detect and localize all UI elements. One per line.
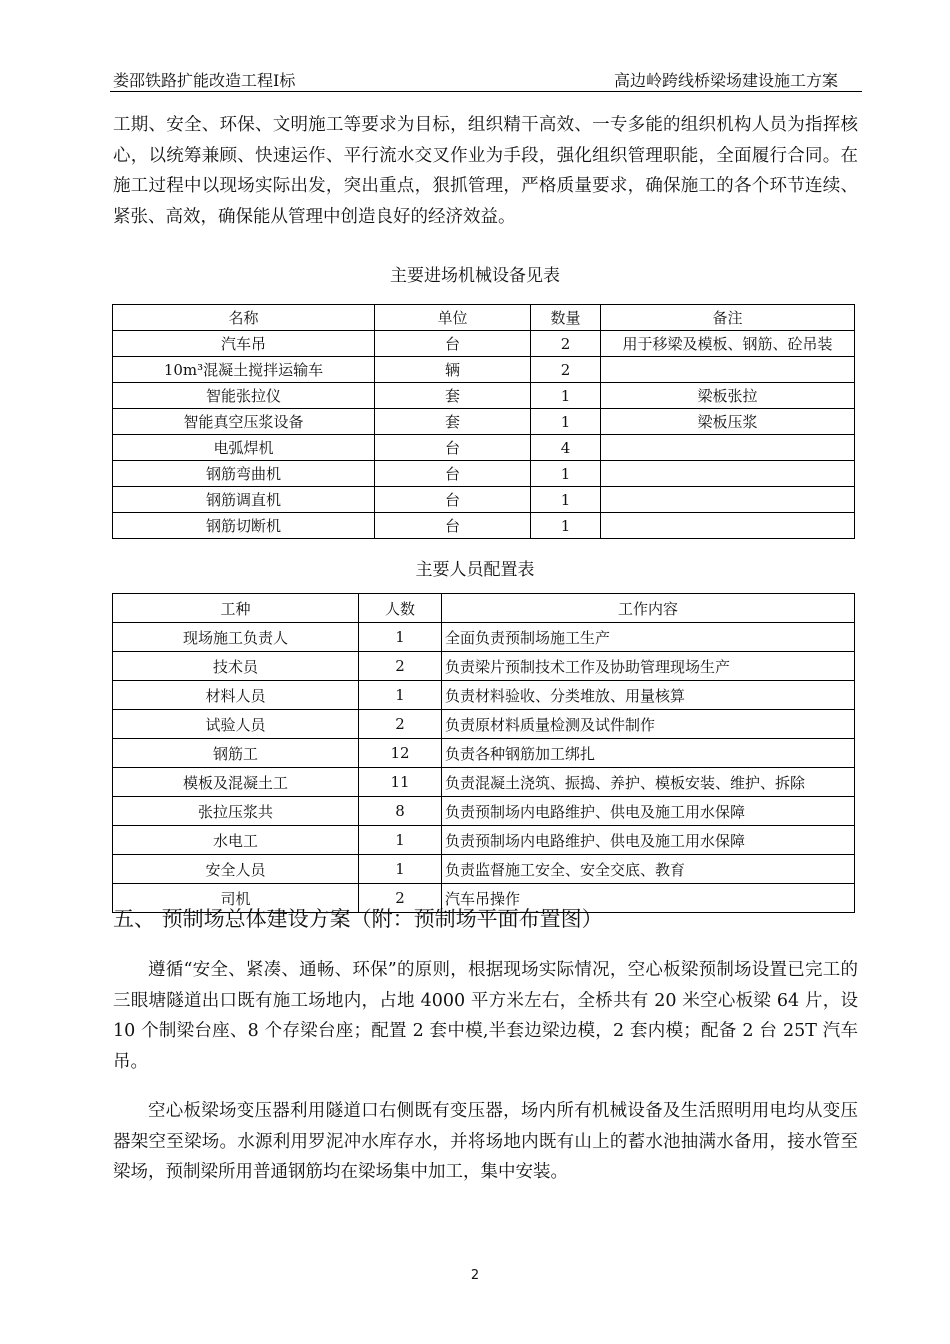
table-row (113, 855, 855, 884)
table-row (113, 768, 855, 797)
table-cell: 汽车吊 (113, 331, 375, 357)
table-cell: 钢筋弯曲机 (113, 461, 375, 487)
table-header-cell: 备注 (601, 305, 855, 331)
table-cell: 台 (375, 435, 531, 461)
table-row (113, 739, 855, 768)
table-cell: 安全人员 (113, 855, 359, 884)
section-five-paragraph-2: 空心板梁场变压器利用隧道口右侧既有变压器，场内所有机械设备及生活照明用电均从变压器架空至梁场。水源利用罗泥冲水库存水，并将场地内既有山上的蓄水池抽满水备用，接水管至梁场，预制梁所用普通钢筋均在梁场集中加工，集中安装。 (113, 1101, 858, 1182)
staff-table-caption: 主要人员配置表 (415, 560, 535, 580)
table-cell: 1 (531, 409, 601, 435)
table-cell: 模板及混凝土工 (113, 768, 359, 797)
table-row (113, 435, 855, 461)
table-cell: 负责各种钢筋加工绑扎 (442, 739, 855, 768)
table-header-row (113, 594, 855, 623)
header-left-title: 娄邵铁路扩能改造工程Ⅰ标 (113, 71, 296, 90)
table-cell: 12 (359, 739, 442, 768)
table-cell: 11 (359, 768, 442, 797)
table-row (113, 409, 855, 435)
table-cell: 水电工 (113, 826, 359, 855)
table-header-cell: 人数 (359, 594, 442, 623)
table-cell: 2 (359, 884, 442, 913)
table-cell: 1 (359, 623, 442, 652)
table-cell: 钢筋调直机 (113, 487, 375, 513)
table-cell: 台 (375, 461, 531, 487)
table-row (113, 652, 855, 681)
table-header-cell: 工种 (113, 594, 359, 623)
table-cell: 2 (359, 710, 442, 739)
table-row (113, 331, 855, 357)
table-header-row (113, 305, 855, 331)
table-cell (601, 357, 855, 383)
table-row (113, 681, 855, 710)
table-row (113, 710, 855, 739)
table-cell: 1 (531, 487, 601, 513)
table-row (113, 383, 855, 409)
table-cell: 钢筋切断机 (113, 513, 375, 539)
table-cell: 全面负责预制场施工生产 (442, 623, 855, 652)
table-cell: 材料人员 (113, 681, 359, 710)
table-cell (601, 487, 855, 513)
table-cell: 1 (359, 681, 442, 710)
table-cell (601, 435, 855, 461)
table-cell: 1 (359, 855, 442, 884)
table-header-cell: 名称 (113, 305, 375, 331)
table-cell: 负责混凝土浇筑、振捣、养护、模板安装、维护、拆除 (442, 768, 855, 797)
table-cell: 张拉压浆共 (113, 797, 359, 826)
table-cell: 梁板张拉 (601, 383, 855, 409)
section-five-paragraph-1: 遵循“安全、紧凑、通畅、环保”的原则，根据现场实际情况，空心板梁预制场设置已完工的三眼塘隧道出口既有施工场地内，占地 4000 平方米左右，全桥共有 20 米空心板梁 64 片，设 10 个制梁台座、8 个存梁台座；配置 2 套中模,半套边梁边模，2 套内模；配备 2 台 25T 汽车吊。 (113, 960, 858, 1072)
staff-table (112, 593, 855, 913)
table-header-cell: 工作内容 (442, 594, 855, 623)
table-cell: 1 (531, 513, 601, 539)
table-cell: 负责梁片预制技术工作及协助管理现场生产 (442, 652, 855, 681)
table-row (113, 826, 855, 855)
table-cell: 套 (375, 409, 531, 435)
table-cell: 电弧焊机 (113, 435, 375, 461)
table-cell: 技术员 (113, 652, 359, 681)
table-cell: 1 (359, 826, 442, 855)
table-cell: 辆 (375, 357, 531, 383)
table-cell: 负责预制场内电路维护、供电及施工用水保障 (442, 797, 855, 826)
table-cell: 负责原材料质量检测及试件制作 (442, 710, 855, 739)
table-cell: 2 (359, 652, 442, 681)
table-cell: 1 (531, 383, 601, 409)
table-cell: 负责预制场内电路维护、供电及施工用水保障 (442, 826, 855, 855)
table-cell: 台 (375, 513, 531, 539)
table-row (113, 513, 855, 539)
table-cell: 现场施工负责人 (113, 623, 359, 652)
table-cell: 智能真空压浆设备 (113, 409, 375, 435)
table-cell: 4 (531, 435, 601, 461)
table-cell: 用于移梁及模板、钢筋、砼吊装 (601, 331, 855, 357)
table-cell: 1 (531, 461, 601, 487)
table-cell: 10m³混凝土搅拌运输车 (113, 357, 375, 383)
table-row (113, 623, 855, 652)
table-row (113, 797, 855, 826)
table-cell: 2 (531, 331, 601, 357)
table-cell: 套 (375, 383, 531, 409)
section-five-title: 五、 预制场总体建设方案（附：预制场平面布置图） (113, 907, 603, 931)
table-cell: 智能张拉仪 (113, 383, 375, 409)
table-cell: 汽车吊操作 (442, 884, 855, 913)
page-number: 2 (470, 1268, 480, 1283)
header-rule (110, 91, 862, 92)
equipment-table-caption: 主要进场机械设备见表 (390, 266, 560, 286)
table-row (113, 461, 855, 487)
intro-paragraph: 工期、安全、环保、文明施工等要求为目标，组织精干高效、一专多能的组织机构人员为指挥核心，以统筹兼顾、快速运作、平行流水交叉作业为手段，强化组织管理职能，全面履行合同。在施工过程中以现场实际出发，突出重点，狠抓管理，严格质量要求，确保施工的各个环节连续、紧张、高效，确保能从管理中创造良好的经济效益。 (113, 115, 858, 227)
equipment-table (112, 304, 855, 539)
table-cell: 试验人员 (113, 710, 359, 739)
table-header-cell: 数量 (531, 305, 601, 331)
table-cell: 台 (375, 331, 531, 357)
table-cell (601, 513, 855, 539)
table-cell (601, 461, 855, 487)
table-row (113, 487, 855, 513)
table-cell: 2 (531, 357, 601, 383)
table-cell: 8 (359, 797, 442, 826)
table-cell: 负责材料验收、分类堆放、用量核算 (442, 681, 855, 710)
table-cell: 台 (375, 487, 531, 513)
table-cell: 梁板压浆 (601, 409, 855, 435)
table-header-cell: 单位 (375, 305, 531, 331)
table-cell: 司机 (113, 884, 359, 913)
table-cell: 钢筋工 (113, 739, 359, 768)
header-right-title: 高边岭跨线桥梁场建设施工方案 (613, 71, 838, 90)
table-cell: 负责监督施工安全、安全交底、教育 (442, 855, 855, 884)
table-row (113, 357, 855, 383)
